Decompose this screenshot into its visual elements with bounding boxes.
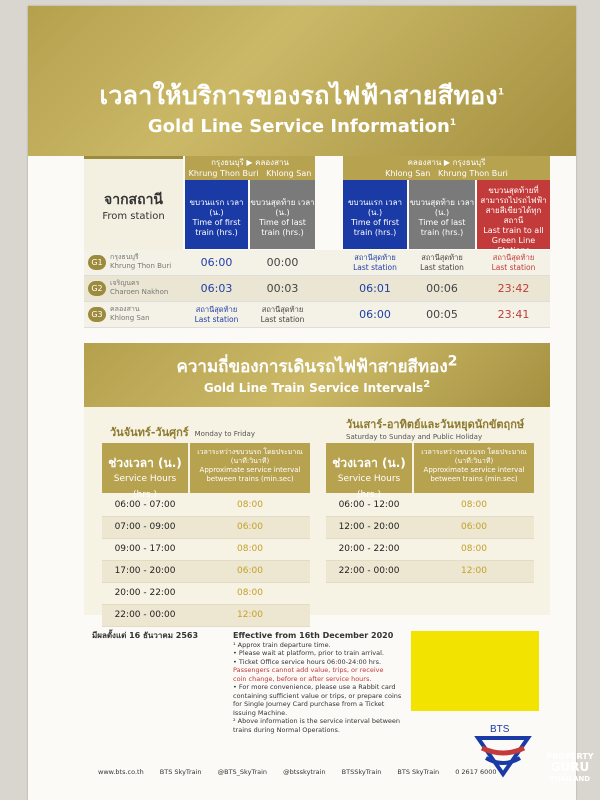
interval-header: เวลาระหว่างขบวนรถ โดยประมาณ (นาที:วินาที) Approximate service interval between trains (min.sec): [414, 443, 534, 493]
from-station-header: [84, 156, 183, 252]
last-train-green-time: 23:41: [497, 308, 530, 321]
service-info-table: [84, 156, 550, 324]
from-station-th: จากสถานี: [104, 192, 163, 208]
last-train-time: 00:05: [426, 308, 458, 321]
instagram-link[interactable]: @btsskytrain: [283, 768, 326, 776]
table-row: 22:00 - 00:00 12:00: [102, 605, 310, 627]
intervals-header: [84, 343, 550, 407]
youtube-link[interactable]: BTS SkyTrain: [397, 768, 440, 776]
intervals-title-en: Gold Line Train Service Intervals$^2$: [203, 379, 431, 395]
header-title-th: เวลาให้บริการของรถไฟฟ้าสายสีทอง$^1$: [99, 81, 505, 110]
service-hours-header: ช่วงเวลา (น.) Service Hours (hrs.): [102, 443, 188, 493]
table-row: [84, 302, 550, 328]
weekend-label: วันเสาร์-อาทิตย์และวันหยุดนักขัตฤกษ์ Saturday to Sunday and Public Holiday: [346, 418, 525, 441]
last-train-time: 00:00: [266, 256, 299, 269]
col-last-train-1: ขบวนสุดท้าย เวลา (น.) Time of last train (hrs.): [250, 180, 315, 249]
weekday-intervals-table: [102, 443, 310, 620]
table-row: 20:00 - 22:00 08:00: [326, 539, 534, 561]
last-train-time: 00:06: [426, 282, 458, 295]
direction-2-header: คลองสาน ▶ กรุงธนบุรี Khlong San Khrung Thon Buri: [343, 156, 550, 180]
service-hours-header: ช่วงเวลา (น.) Service Hours (hrs.): [326, 443, 412, 493]
col-last-train-2: ขบวนสุดท้าย เวลา (น.) Time of last train (hrs.): [409, 180, 475, 249]
table-row: 17:00 - 20:00 06:00: [102, 561, 310, 583]
station-name: คลองสาน Khlong San: [110, 305, 150, 322]
table-row: [84, 250, 550, 276]
footer-th: มีผลตั้งแต่ 16 ธันวาคม 2563: [92, 631, 199, 640]
first-train-time: 06:01: [359, 282, 391, 295]
twitter-link[interactable]: @BTS_SkyTrain: [217, 768, 268, 776]
header-title-en: Gold Line Service Information$^1$: [147, 116, 457, 137]
table-row: 12:00 - 20:00 06:00: [326, 517, 534, 539]
last-station-label: สถานีสุดท้าย Last station: [194, 305, 239, 324]
intervals-title-th: ความถี่ของการเดินรถไฟฟ้าสายสีทอง$^2$: [176, 353, 458, 377]
first-train-time: 06:00: [359, 308, 391, 321]
table-row: 22:00 - 00:00 12:00: [326, 561, 534, 583]
col-first-train-2: ขบวนแรก เวลา (น.) Time of first train (hrs.): [343, 180, 407, 249]
station-code-badge: G3: [88, 307, 106, 322]
station-name: กรุงธนบุรี Khrung Thon Buri: [110, 253, 172, 270]
direction-1-header: กรุงธนบุรี ▶ คลองสาน Khrung Thon Buri Khlong San: [185, 156, 315, 180]
station-name: เจริญนคร Charoen Nakhon: [110, 279, 169, 296]
table-row: 06:00 - 07:00 08:00: [102, 495, 310, 517]
svg-text:BTS: BTS: [490, 724, 510, 735]
website-link[interactable]: www.bts.co.th: [98, 768, 144, 776]
service-intervals-section: [84, 343, 550, 620]
from-station-en: From station: [102, 211, 165, 222]
interval-header: เวลาระหว่างขบวนรถ โดยประมาณ (นาที:วินาที) Approximate service interval between trains (min.sec): [190, 443, 310, 493]
table-row: 20:00 - 22:00 08:00: [102, 583, 310, 605]
weekday-label: วันจันทร์-วันศุกร์ Monday to Friday: [110, 426, 255, 439]
weekend-intervals-table: [326, 443, 534, 576]
col-last-train-green: ขบวนสุดท้ายที่สามารถไปรถไฟฟ้าสายสีเขียวได้ทุกสถานี Last train to all Green Line: [477, 180, 550, 249]
footer-en: Effective from 16th December 2020 ¹ Approx train departure time. • Please wait at platform, prior to train arrival. • Ticket Office service hours 06:00-24:00 hrs. Passengers cannot add value, trips, or receive coin change, before or after service hours. • For more convenience, please use a Rabbit card containing sufficient value or trips, or prepare coins for Single Journey Card purchase from a Ticket Issuing Machine. ² Above information is the service interval between trains during Normal Operations.: [233, 631, 402, 734]
first-train-time: 06:03: [200, 282, 233, 295]
poster: [28, 6, 576, 800]
first-train-time: 06:00: [200, 256, 233, 269]
header-banner: [28, 6, 576, 156]
hotline: 0 2617 6000: [455, 768, 497, 776]
table-row: 06:00 - 12:00 08:00: [326, 495, 534, 517]
table-row: 07:00 - 09:00 06:00: [102, 517, 310, 539]
col-first-train-1: ขบวนแรก เวลา (น.) Time of first train (hrs.): [185, 180, 248, 249]
table-row: [84, 276, 550, 302]
station-code-badge: G1: [88, 255, 106, 270]
yellow-notice: [411, 631, 539, 711]
facebook-link[interactable]: BTS SkyTrain: [159, 768, 202, 776]
last-station-label: สถานีสุดท้าย Last station: [420, 253, 464, 272]
last-train-green-time: 23:42: [497, 282, 530, 295]
contact-bar: [98, 768, 511, 776]
last-station-label: สถานีสุดท้าย Last station: [260, 305, 305, 324]
last-station-label: สถานีสุดท้าย Last station: [353, 253, 397, 272]
table-row: 09:00 - 17:00 08:00: [102, 539, 310, 561]
last-station-label: สถานีสุดท้าย Last station: [491, 253, 536, 272]
line-link[interactable]: BTSSkyTrain: [341, 768, 382, 776]
watermark-logo: PROPERTY GURU THAILAND: [546, 752, 594, 783]
last-train-time: 00:03: [266, 282, 299, 295]
station-code-badge: G2: [88, 281, 106, 296]
